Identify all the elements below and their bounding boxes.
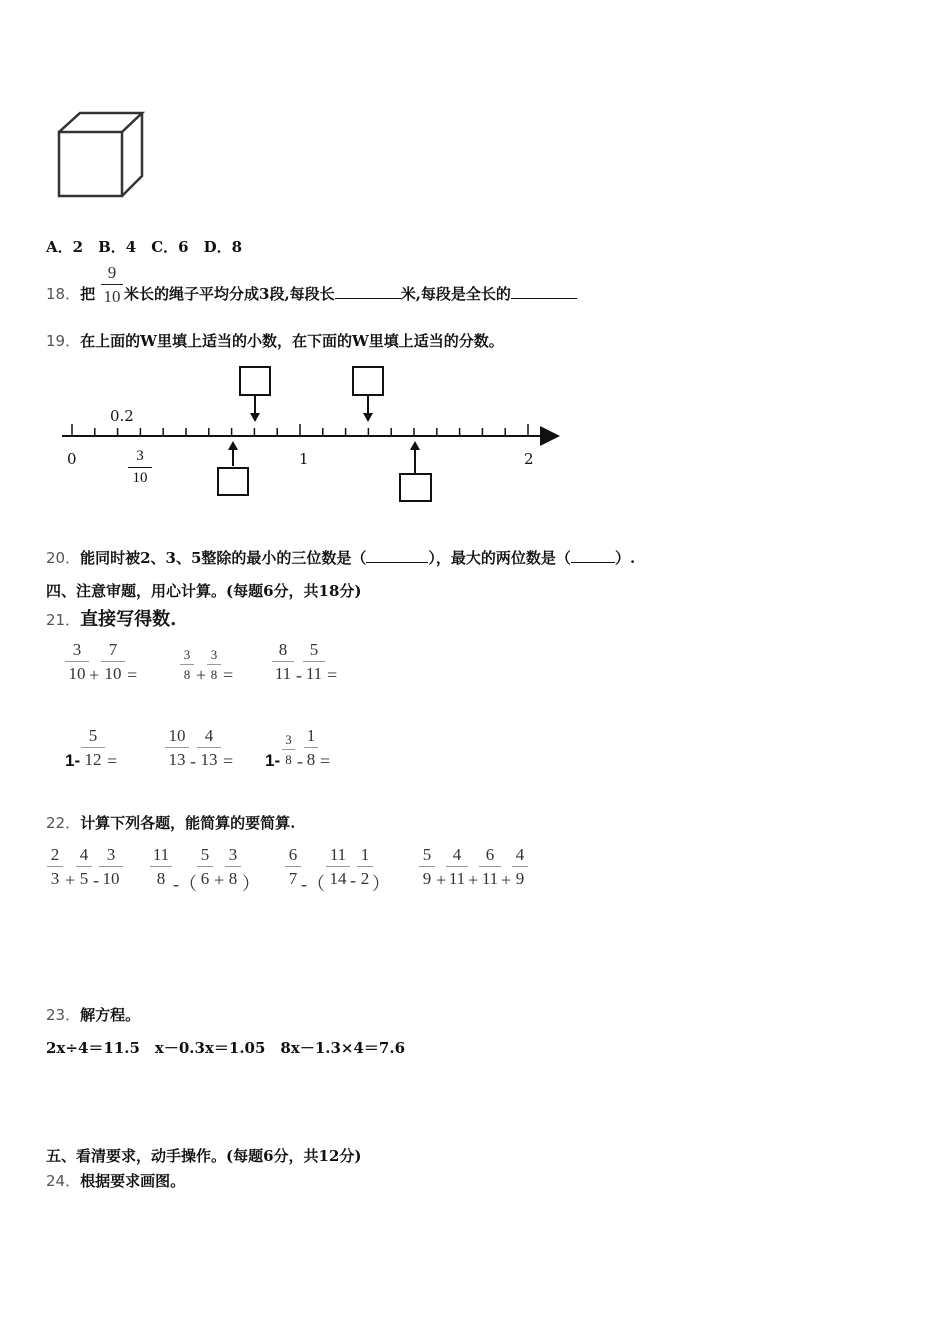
q18-line — [46, 283, 95, 304]
operator: + — [436, 870, 447, 890]
arrow-up-1-head — [228, 441, 238, 450]
close-paren: ） — [242, 874, 260, 894]
q20-blank-1[interactable] — [366, 548, 428, 563]
q23-title: 解方程。 — [80, 1006, 141, 1024]
q18-frac-den: 10 — [103, 287, 121, 306]
operator: - — [93, 870, 99, 890]
operator: + — [501, 870, 512, 890]
equals: = — [223, 665, 234, 685]
fraction: 3 10 — [99, 846, 123, 887]
fraction: 1 8 — [304, 727, 318, 768]
operator: - — [297, 751, 303, 771]
answer-box-decimal-2[interactable] — [353, 367, 383, 395]
fraction: 5 12 — [81, 727, 105, 768]
q18-count: 3 — [259, 285, 270, 303]
fraction: 3 10 — [65, 641, 89, 682]
label-0: 0 — [67, 450, 77, 468]
fraction: 5 9 — [419, 846, 435, 887]
q23-equations: 2x÷4＝11.5 x－0.3x＝1.05 8x－1.3×4＝7.6 — [46, 1039, 406, 1057]
lead-one-minus: 1- — [265, 751, 281, 770]
fraction: 4 9 — [512, 846, 528, 887]
q24-line — [46, 1170, 185, 1191]
operator: -（ — [173, 874, 197, 894]
answer-box-fraction-1[interactable] — [218, 468, 248, 495]
q18-fraction — [101, 264, 123, 305]
label-0-2: 0.2 — [110, 407, 134, 425]
fraction: 2 3 — [47, 846, 63, 887]
equals: = — [320, 751, 331, 771]
section-4-title: 四、注意审题，用心计算。(每题6分，共18分) — [46, 582, 362, 600]
axis-ticks — [72, 424, 528, 436]
q18-pre: 把 — [80, 285, 96, 303]
answer-box-decimal-1[interactable] — [240, 367, 270, 395]
q24-title: 根据要求画图。 — [80, 1172, 186, 1190]
answer-box-fraction-2[interactable] — [400, 474, 431, 501]
operator: - — [190, 751, 196, 771]
fraction: 3 8 — [282, 733, 295, 766]
fraction: 3 8 — [225, 846, 241, 887]
q18-frac-num: 9 — [107, 263, 117, 282]
label-3-10-den: 10 — [132, 470, 148, 486]
q20-number: 20． — [46, 549, 81, 567]
q18-rest — [124, 283, 577, 304]
close-paren: ） — [372, 874, 390, 894]
fraction: 8 11 — [272, 641, 294, 682]
operator: + — [196, 665, 207, 685]
fraction: 7 10 — [101, 641, 125, 682]
operator: - — [350, 870, 356, 890]
equals: = — [127, 665, 138, 685]
q21-title: 直接写得数. — [80, 609, 177, 630]
q22-line — [46, 812, 295, 833]
section-5-title: 五、看清要求，动手操作。(每题6分，共12分) — [46, 1147, 362, 1165]
label-2: 2 — [524, 450, 534, 468]
q23-number: 23． — [46, 1006, 81, 1024]
fraction: 5 6 — [197, 846, 213, 887]
q18-text-3: 米,每段是全长的 — [400, 285, 511, 303]
fraction: 10 13 — [165, 727, 189, 768]
q20-text-1: 能同时被2、3、5整除的最小的三位数是（ — [80, 549, 367, 567]
q20-line — [46, 547, 635, 568]
operator: + — [468, 870, 479, 890]
fraction: 1 2 — [357, 846, 373, 887]
q21-line — [46, 605, 176, 631]
arrow-down-2-head — [363, 413, 373, 422]
q18-text-1: 米长的绳子平均分成 — [124, 285, 260, 303]
q20-text-3: ）. — [614, 549, 636, 567]
arrow-down-1-head — [250, 413, 260, 422]
q20-blank-2[interactable] — [571, 548, 615, 563]
q22-number: 22． — [46, 814, 81, 832]
fraction-bar — [128, 467, 152, 468]
equals: = — [223, 751, 234, 771]
q18-blank-1[interactable] — [335, 284, 401, 299]
q24-number: 24． — [46, 1172, 81, 1190]
fraction: 3 8 — [180, 648, 194, 681]
arrow-up-2-head — [410, 441, 420, 450]
q20-text-2: ），最大的两位数是（ — [428, 549, 571, 567]
q19-line — [46, 330, 504, 351]
q23-line — [46, 1004, 140, 1025]
equals: = — [327, 665, 338, 685]
lead-one-minus: 1- — [65, 751, 81, 770]
fraction: 3 8 — [207, 648, 221, 681]
cube-figure — [56, 110, 146, 200]
operator: + — [65, 870, 76, 890]
q18-text-2: 段,每段长 — [269, 285, 335, 303]
fraction: 4 11 — [446, 846, 468, 887]
fraction: 5 11 — [303, 641, 325, 682]
fraction: 4 5 — [76, 846, 92, 887]
equals: = — [107, 751, 118, 771]
fraction-bar — [101, 284, 123, 285]
fraction: 11 14 — [326, 846, 350, 887]
fraction: 6 11 — [479, 846, 501, 887]
label-3-10 — [128, 449, 152, 486]
q21-number: 21． — [46, 611, 81, 629]
q19-number: 19． — [46, 332, 81, 350]
operator: + — [89, 665, 100, 685]
label-3-10-num: 3 — [136, 448, 144, 464]
operator: - — [296, 665, 302, 685]
fraction: 11 8 — [150, 846, 172, 887]
fraction: 6 7 — [285, 846, 301, 887]
q17-options: A．2 B．4 C．6 D．8 — [46, 238, 243, 256]
q19-text: 在上面的W里填上适当的小数，在下面的W里填上适当的分数。 — [80, 332, 504, 350]
operator: -（ — [301, 874, 325, 894]
q18-number: 18． — [46, 285, 81, 303]
fraction: 4 13 — [197, 727, 221, 768]
q18-blank-2[interactable] — [511, 284, 577, 299]
label-1: 1 — [299, 450, 309, 468]
q22-title: 计算下列各题，能简算的要简算. — [80, 814, 296, 832]
operator: + — [214, 870, 225, 890]
